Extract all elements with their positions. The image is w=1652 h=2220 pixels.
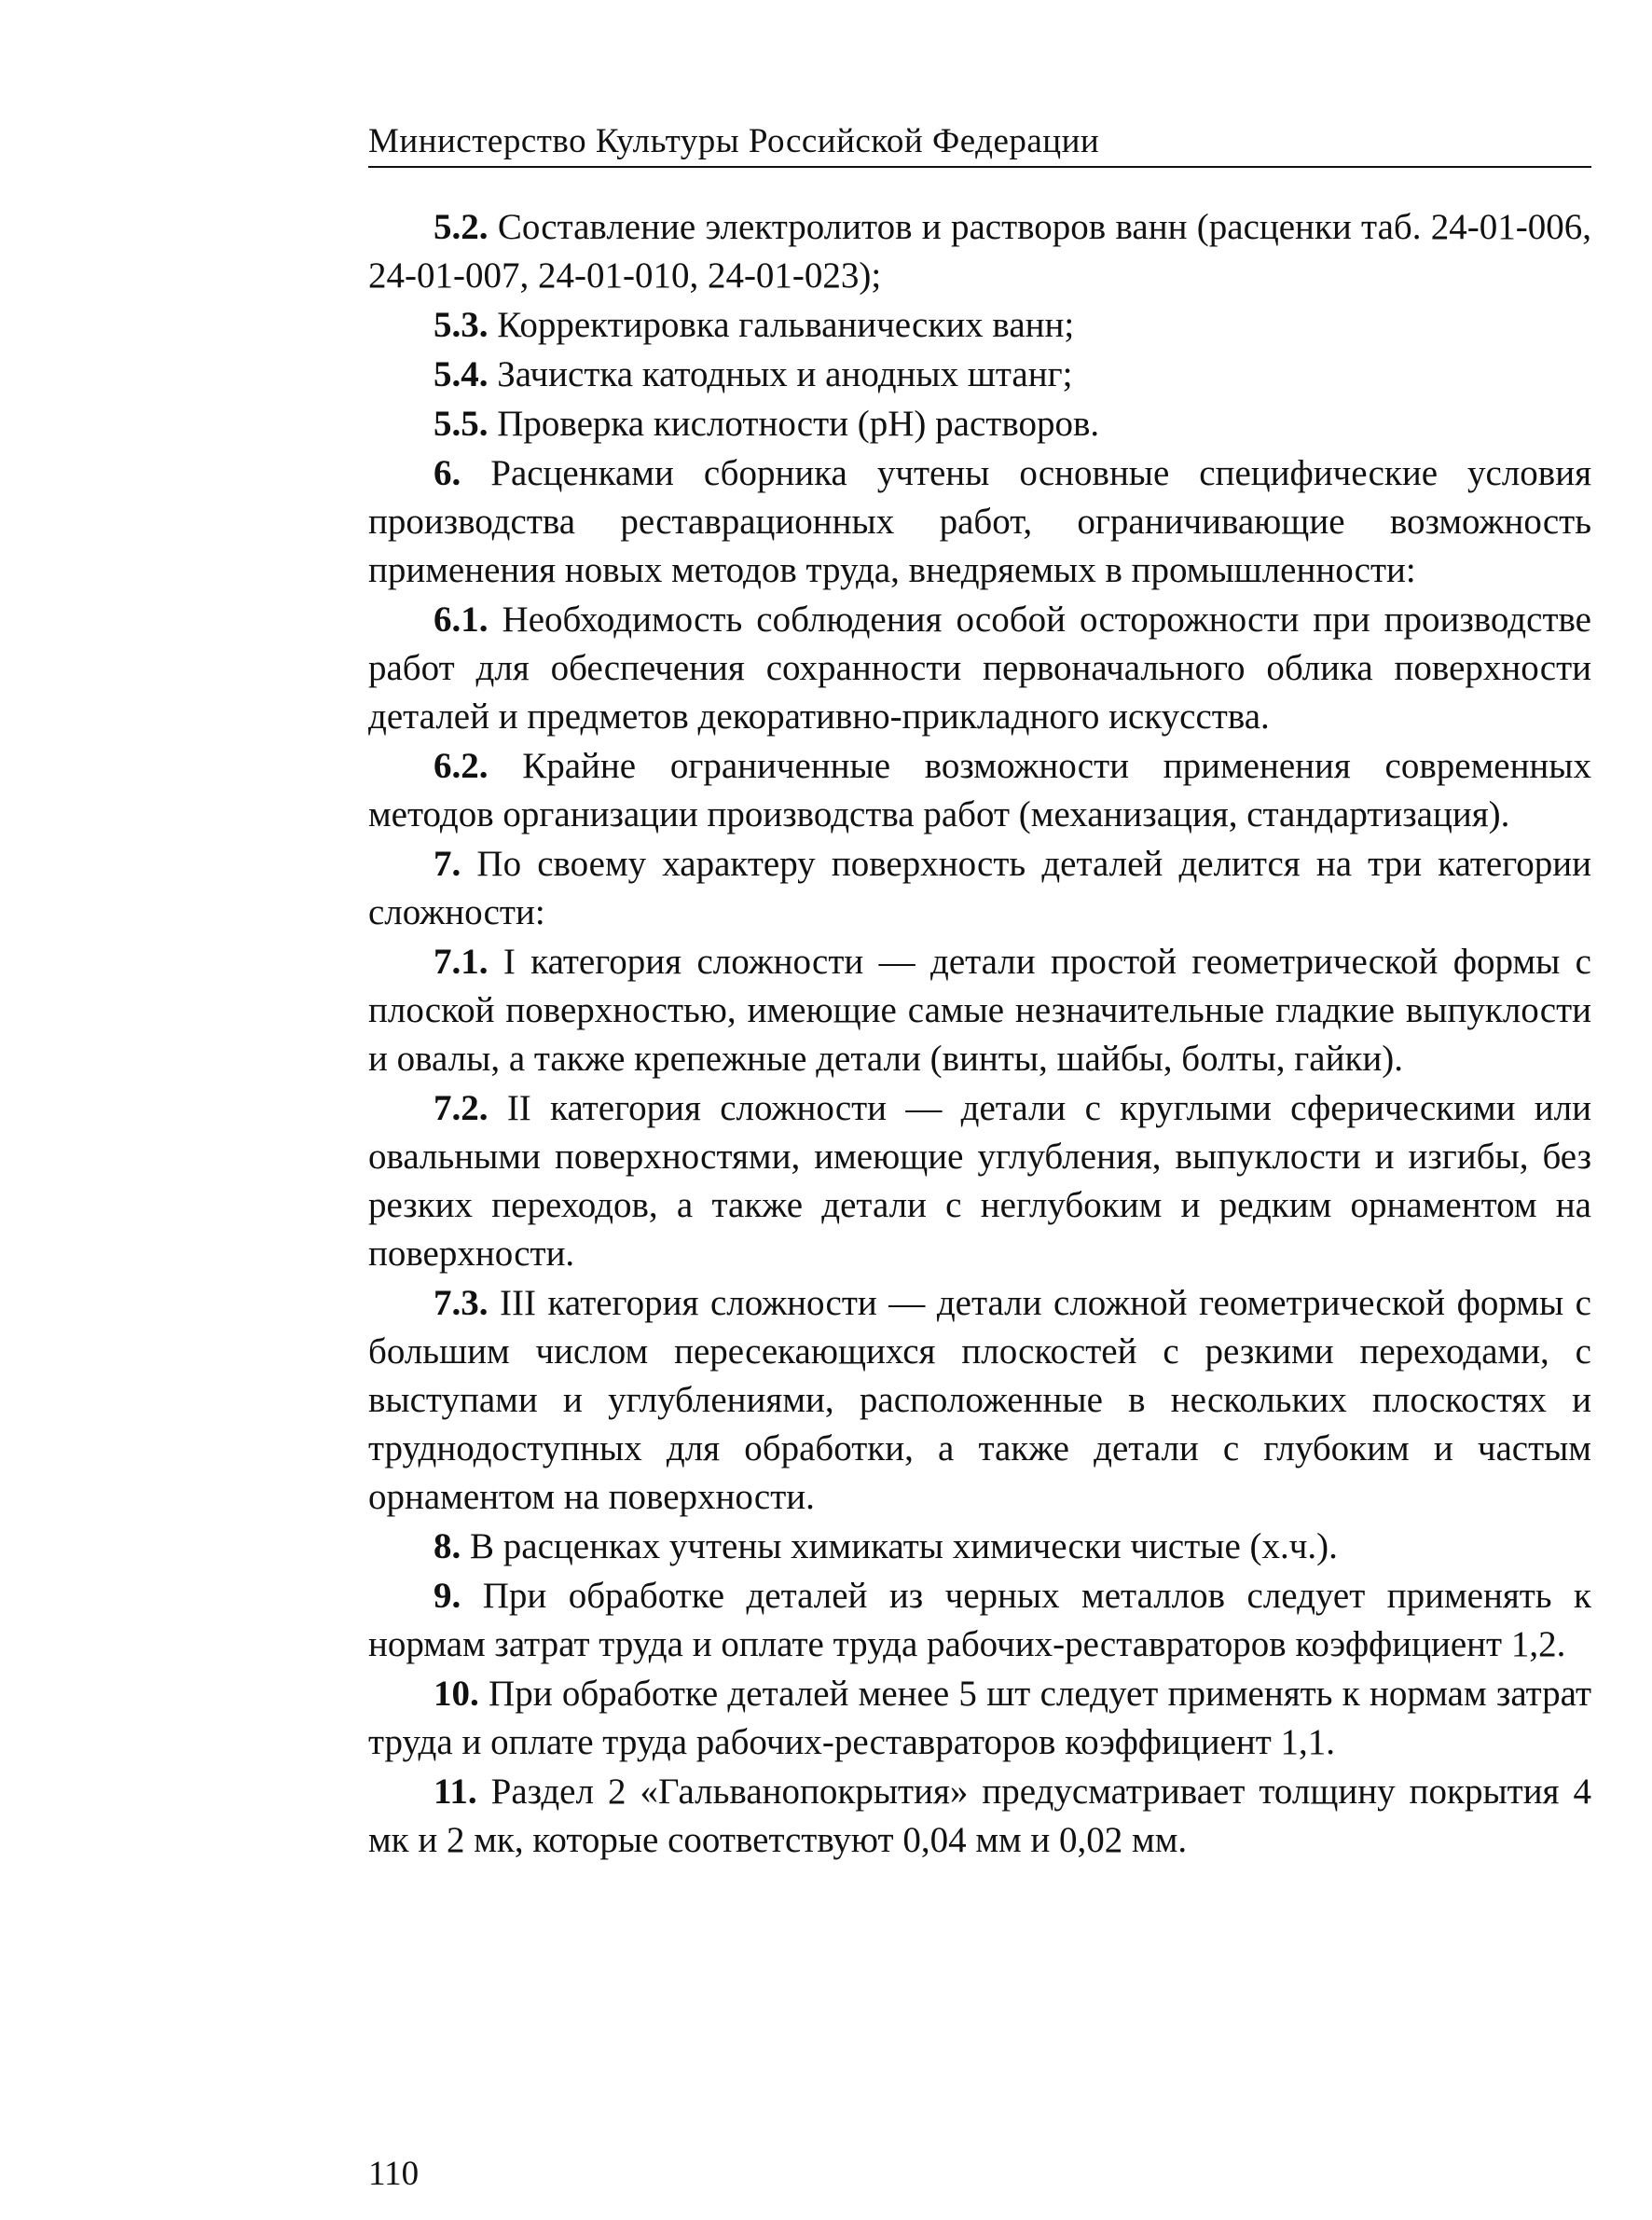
paragraph-6-2 <box>368 742 1591 839</box>
paragraph-number: 7.2. <box>434 1088 489 1128</box>
paragraph-9 <box>368 1572 1591 1669</box>
paragraph-number: 7.3. <box>434 1283 489 1323</box>
paragraph-text: В расценках учтены химикаты химически чистые (х.ч.). <box>470 1526 1338 1566</box>
paragraph-text: III категория сложности — детали сложной геометрической формы с большим числом пересекающихся плоскостей с резкими переходами, с выступами и углублениями, расположенные в нескольких плоскостях и труднодоступных для обработки, а также детали с глубоким и частым орнаментом на поверхности. <box>368 1283 1591 1517</box>
paragraph-number: 5.2. <box>434 207 489 247</box>
paragraph-number: 6.1. <box>434 600 489 640</box>
paragraph-5-3 <box>368 301 1591 350</box>
paragraph-text: I категория сложности — детали простой геометрической формы с плоской поверхностью, имеющие самые незначительные гладкие выпуклости и овалы, а также крепежные детали (винты, шайбы, болты, гайки). <box>368 942 1591 1079</box>
paragraph-number: 5.4. <box>434 354 489 394</box>
paragraph-7 <box>368 840 1591 937</box>
paragraph-text: Необходимость соблюдения особой осторожности при производстве работ для обеспечения сохранности первоначального облика поверхности деталей и предметов декоративно-прикладного искусства. <box>368 600 1591 737</box>
body-text <box>368 203 1591 1865</box>
paragraph-11 <box>368 1768 1591 1865</box>
paragraph-number: 5.5. <box>434 404 489 444</box>
paragraph-7-1 <box>368 938 1591 1083</box>
paragraph-text: Проверка кислотности (pH) растворов. <box>497 404 1100 444</box>
paragraph-number: 9. <box>434 1576 461 1616</box>
paragraph-6 <box>368 449 1591 595</box>
paragraph-8 <box>368 1523 1591 1571</box>
paragraph-text: При обработке деталей менее 5 шт следует применять к нормам затрат труда и оплате труда рабочих-реставраторов коэффициент 1,1. <box>368 1674 1591 1762</box>
paragraph-6-1 <box>368 596 1591 741</box>
paragraph-text: Раздел 2 «Гальванопокрытия» предусматривает толщину покрытия 4 мк и 2 мк, которые соответствуют 0,04 мм и 0,02 мм. <box>368 1772 1592 1860</box>
paragraph-10 <box>368 1670 1591 1767</box>
paragraph-number: 6.2. <box>434 746 489 786</box>
paragraph-text: По своему характеру поверхность деталей делится на три категории сложности: <box>368 844 1592 932</box>
header-rule <box>368 166 1591 168</box>
paragraph-text: Зачистка катодных и анодных штанг; <box>497 354 1073 394</box>
paragraph-7-2 <box>368 1084 1591 1278</box>
paragraph-number: 8. <box>434 1526 461 1566</box>
paragraph-5-5 <box>368 400 1591 448</box>
paragraph-7-3 <box>368 1279 1591 1522</box>
paragraph-text: При обработке деталей из черных металлов следует применять к нормам затрат труда и оплате труда рабочих-реставраторов коэффициент 1,2. <box>368 1576 1591 1664</box>
paragraph-5-2 <box>368 203 1591 300</box>
paragraph-text: Расценками сборника учтены основные специфические условия производства реставрационных работ, ограничивающие возможность применения новых методов труда, внедряемых в промышленности: <box>368 453 1592 590</box>
paragraph-number: 11. <box>434 1772 477 1812</box>
paragraph-text: Крайне ограниченные возможности применения современных методов организации производства работ (механизация, стандартизация). <box>368 746 1592 834</box>
paragraph-number: 7.1. <box>434 942 489 982</box>
paragraph-number: 7. <box>434 844 461 884</box>
paragraph-number: 5.3. <box>434 305 489 345</box>
page-number: 110 <box>368 2155 420 2193</box>
paragraph-5-4 <box>368 351 1591 399</box>
paragraph-text: II категория сложности — детали с круглыми сферическими или овальными поверхностями, имеющие углубления, выпуклости и изгибы, без резких переходов, а также детали с неглубоким и редким орнаментом на поверхности. <box>368 1088 1591 1274</box>
paragraph-number: 10. <box>434 1674 479 1714</box>
paragraph-text: Составление электролитов и растворов ванн (расценки таб. 24-01-006, 24-01-007, 24-01-010, 24-01-023); <box>368 207 1592 296</box>
paragraph-text: Корректировка гальванических ванн; <box>497 305 1075 345</box>
page-header: Министерство Культуры Российской Федерации <box>368 122 1100 160</box>
paragraph-number: 6. <box>434 453 461 493</box>
